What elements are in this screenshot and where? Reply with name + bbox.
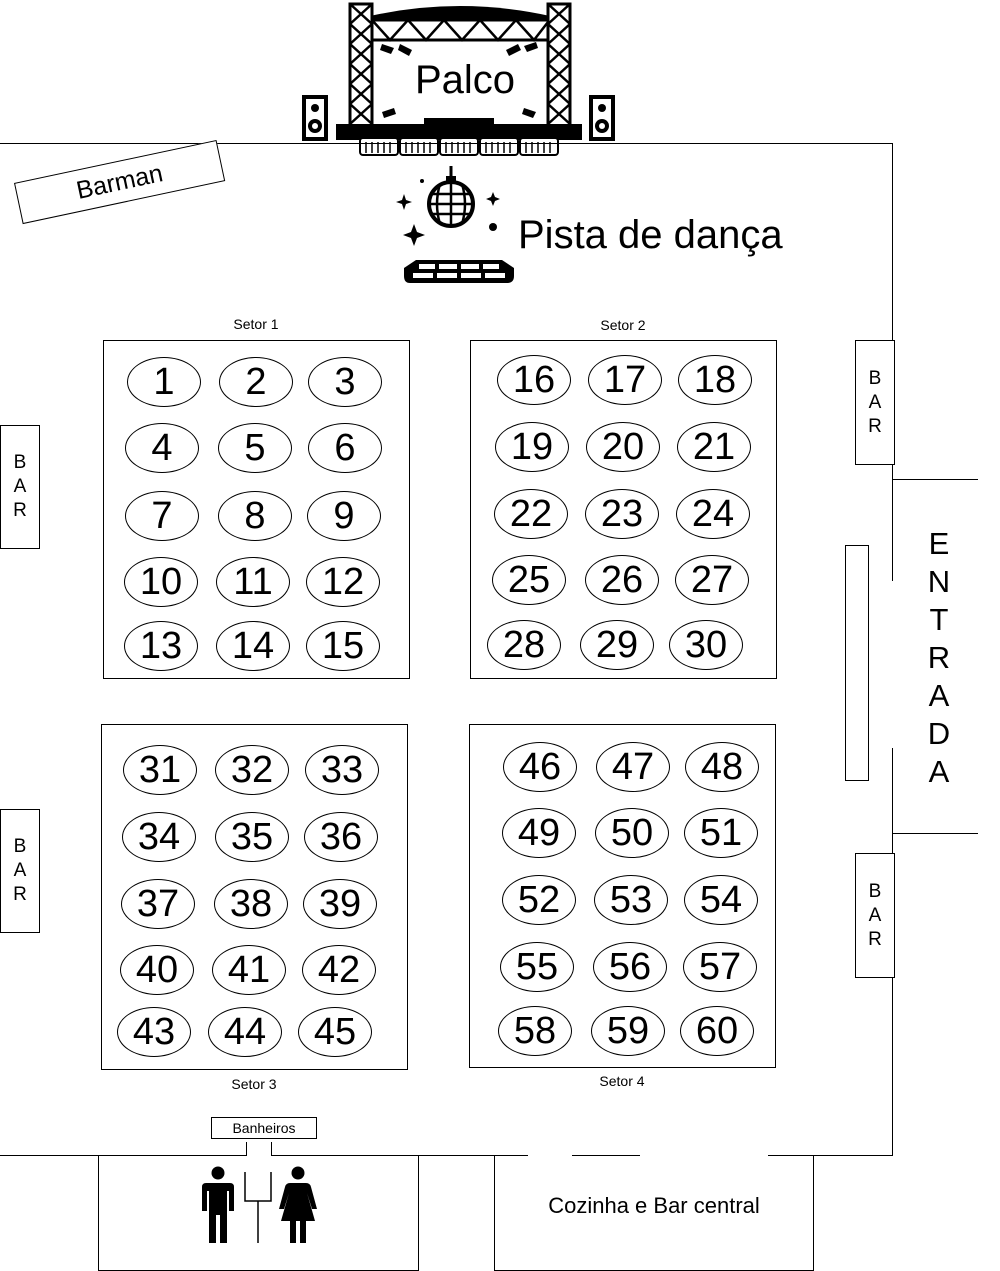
- table-18[interactable]: 18: [678, 355, 752, 405]
- table-28[interactable]: 28: [487, 620, 561, 670]
- table-9[interactable]: 9: [307, 491, 381, 541]
- table-49[interactable]: 49: [502, 808, 576, 858]
- table-27[interactable]: 27: [675, 555, 749, 605]
- table-34[interactable]: 34: [122, 812, 196, 862]
- barman-counter: Barman: [14, 140, 225, 224]
- bar-right-bottom: [855, 853, 895, 978]
- table-32[interactable]: 32: [215, 745, 289, 795]
- bar-label: B A R: [13, 836, 27, 905]
- table-12[interactable]: 12: [306, 557, 380, 607]
- table-38[interactable]: 38: [214, 879, 288, 929]
- stage-label: Palco: [414, 58, 516, 102]
- table-13[interactable]: 13: [124, 621, 198, 671]
- bar-label: B A R: [868, 367, 882, 437]
- table-23[interactable]: 23: [585, 489, 659, 539]
- table-7[interactable]: 7: [125, 491, 199, 541]
- sector-2-label: Setor 2: [600, 317, 646, 333]
- bathrooms-label: Banheiros: [211, 1117, 317, 1139]
- table-40[interactable]: 40: [120, 945, 194, 995]
- bathroom-door-gap: [247, 1152, 271, 1160]
- table-24[interactable]: 24: [676, 489, 750, 539]
- table-35[interactable]: 35: [215, 812, 289, 862]
- table-14[interactable]: 14: [216, 621, 290, 671]
- bathroom-door-post-left: [246, 1142, 247, 1156]
- entrance-wall-top: [893, 479, 978, 480]
- table-43[interactable]: 43: [117, 1007, 191, 1057]
- sector-4-label: Setor 4: [599, 1073, 645, 1089]
- bar-label: B A R: [868, 880, 882, 950]
- table-20[interactable]: 20: [586, 422, 660, 472]
- table-59[interactable]: 59: [591, 1006, 665, 1056]
- table-1[interactable]: 1: [127, 357, 201, 407]
- table-52[interactable]: 52: [502, 875, 576, 925]
- table-17[interactable]: 17: [588, 355, 662, 405]
- entrance-wall-bottom: [893, 833, 978, 834]
- table-47[interactable]: 47: [596, 742, 670, 792]
- table-25[interactable]: 25: [492, 555, 566, 605]
- entrance-label: E N T R A D A: [927, 526, 951, 789]
- table-8[interactable]: 8: [218, 491, 292, 541]
- table-19[interactable]: 19: [495, 422, 569, 472]
- bar-left-bottom: [0, 809, 40, 933]
- table-33[interactable]: 33: [305, 745, 379, 795]
- restroom-icon: [198, 1165, 322, 1247]
- bathroom-door-post-right: [271, 1142, 272, 1156]
- kitchen-door-gap-2: [640, 1152, 768, 1160]
- table-45[interactable]: 45: [298, 1007, 372, 1057]
- table-21[interactable]: 21: [677, 422, 751, 472]
- table-31[interactable]: 31: [123, 745, 197, 795]
- table-60[interactable]: 60: [680, 1006, 754, 1056]
- table-50[interactable]: 50: [595, 808, 669, 858]
- bar-left-top: [0, 425, 40, 549]
- table-2[interactable]: 2: [219, 357, 293, 407]
- table-41[interactable]: 41: [212, 945, 286, 995]
- bar-right-top: [855, 340, 895, 465]
- table-44[interactable]: 44: [208, 1007, 282, 1057]
- table-51[interactable]: 51: [684, 808, 758, 858]
- table-5[interactable]: 5: [218, 423, 292, 473]
- table-3[interactable]: 3: [308, 357, 382, 407]
- table-11[interactable]: 11: [216, 557, 290, 607]
- table-37[interactable]: 37: [121, 879, 195, 929]
- table-16[interactable]: 16: [497, 355, 571, 405]
- kitchen-door-gap-1: [528, 1152, 572, 1160]
- table-57[interactable]: 57: [683, 942, 757, 992]
- table-54[interactable]: 54: [684, 875, 758, 925]
- table-36[interactable]: 36: [304, 812, 378, 862]
- sector-1-label: Setor 1: [233, 316, 279, 332]
- table-15[interactable]: 15: [306, 621, 380, 671]
- table-6[interactable]: 6: [308, 423, 382, 473]
- table-39[interactable]: 39: [303, 879, 377, 929]
- table-30[interactable]: 30: [669, 620, 743, 670]
- table-55[interactable]: 55: [500, 942, 574, 992]
- table-48[interactable]: 48: [685, 742, 759, 792]
- sector-3-label: Setor 3: [231, 1076, 277, 1092]
- table-58[interactable]: 58: [498, 1006, 572, 1056]
- table-53[interactable]: 53: [594, 875, 668, 925]
- bar-label: B A R: [13, 452, 27, 521]
- kitchen-label: Cozinha e Bar central: [548, 1193, 760, 1218]
- disco-ball-icon: [390, 162, 515, 290]
- dance-floor-label: Pista de dança: [518, 213, 783, 257]
- table-26[interactable]: 26: [585, 555, 659, 605]
- entrance-counter: [845, 545, 869, 781]
- table-42[interactable]: 42: [302, 945, 376, 995]
- entrance-post-lower: [892, 748, 893, 834]
- table-4[interactable]: 4: [125, 423, 199, 473]
- table-29[interactable]: 29: [580, 620, 654, 670]
- table-22[interactable]: 22: [494, 489, 568, 539]
- table-10[interactable]: 10: [124, 557, 198, 607]
- table-56[interactable]: 56: [593, 942, 667, 992]
- entrance-post-upper: [892, 479, 893, 581]
- table-46[interactable]: 46: [503, 742, 577, 792]
